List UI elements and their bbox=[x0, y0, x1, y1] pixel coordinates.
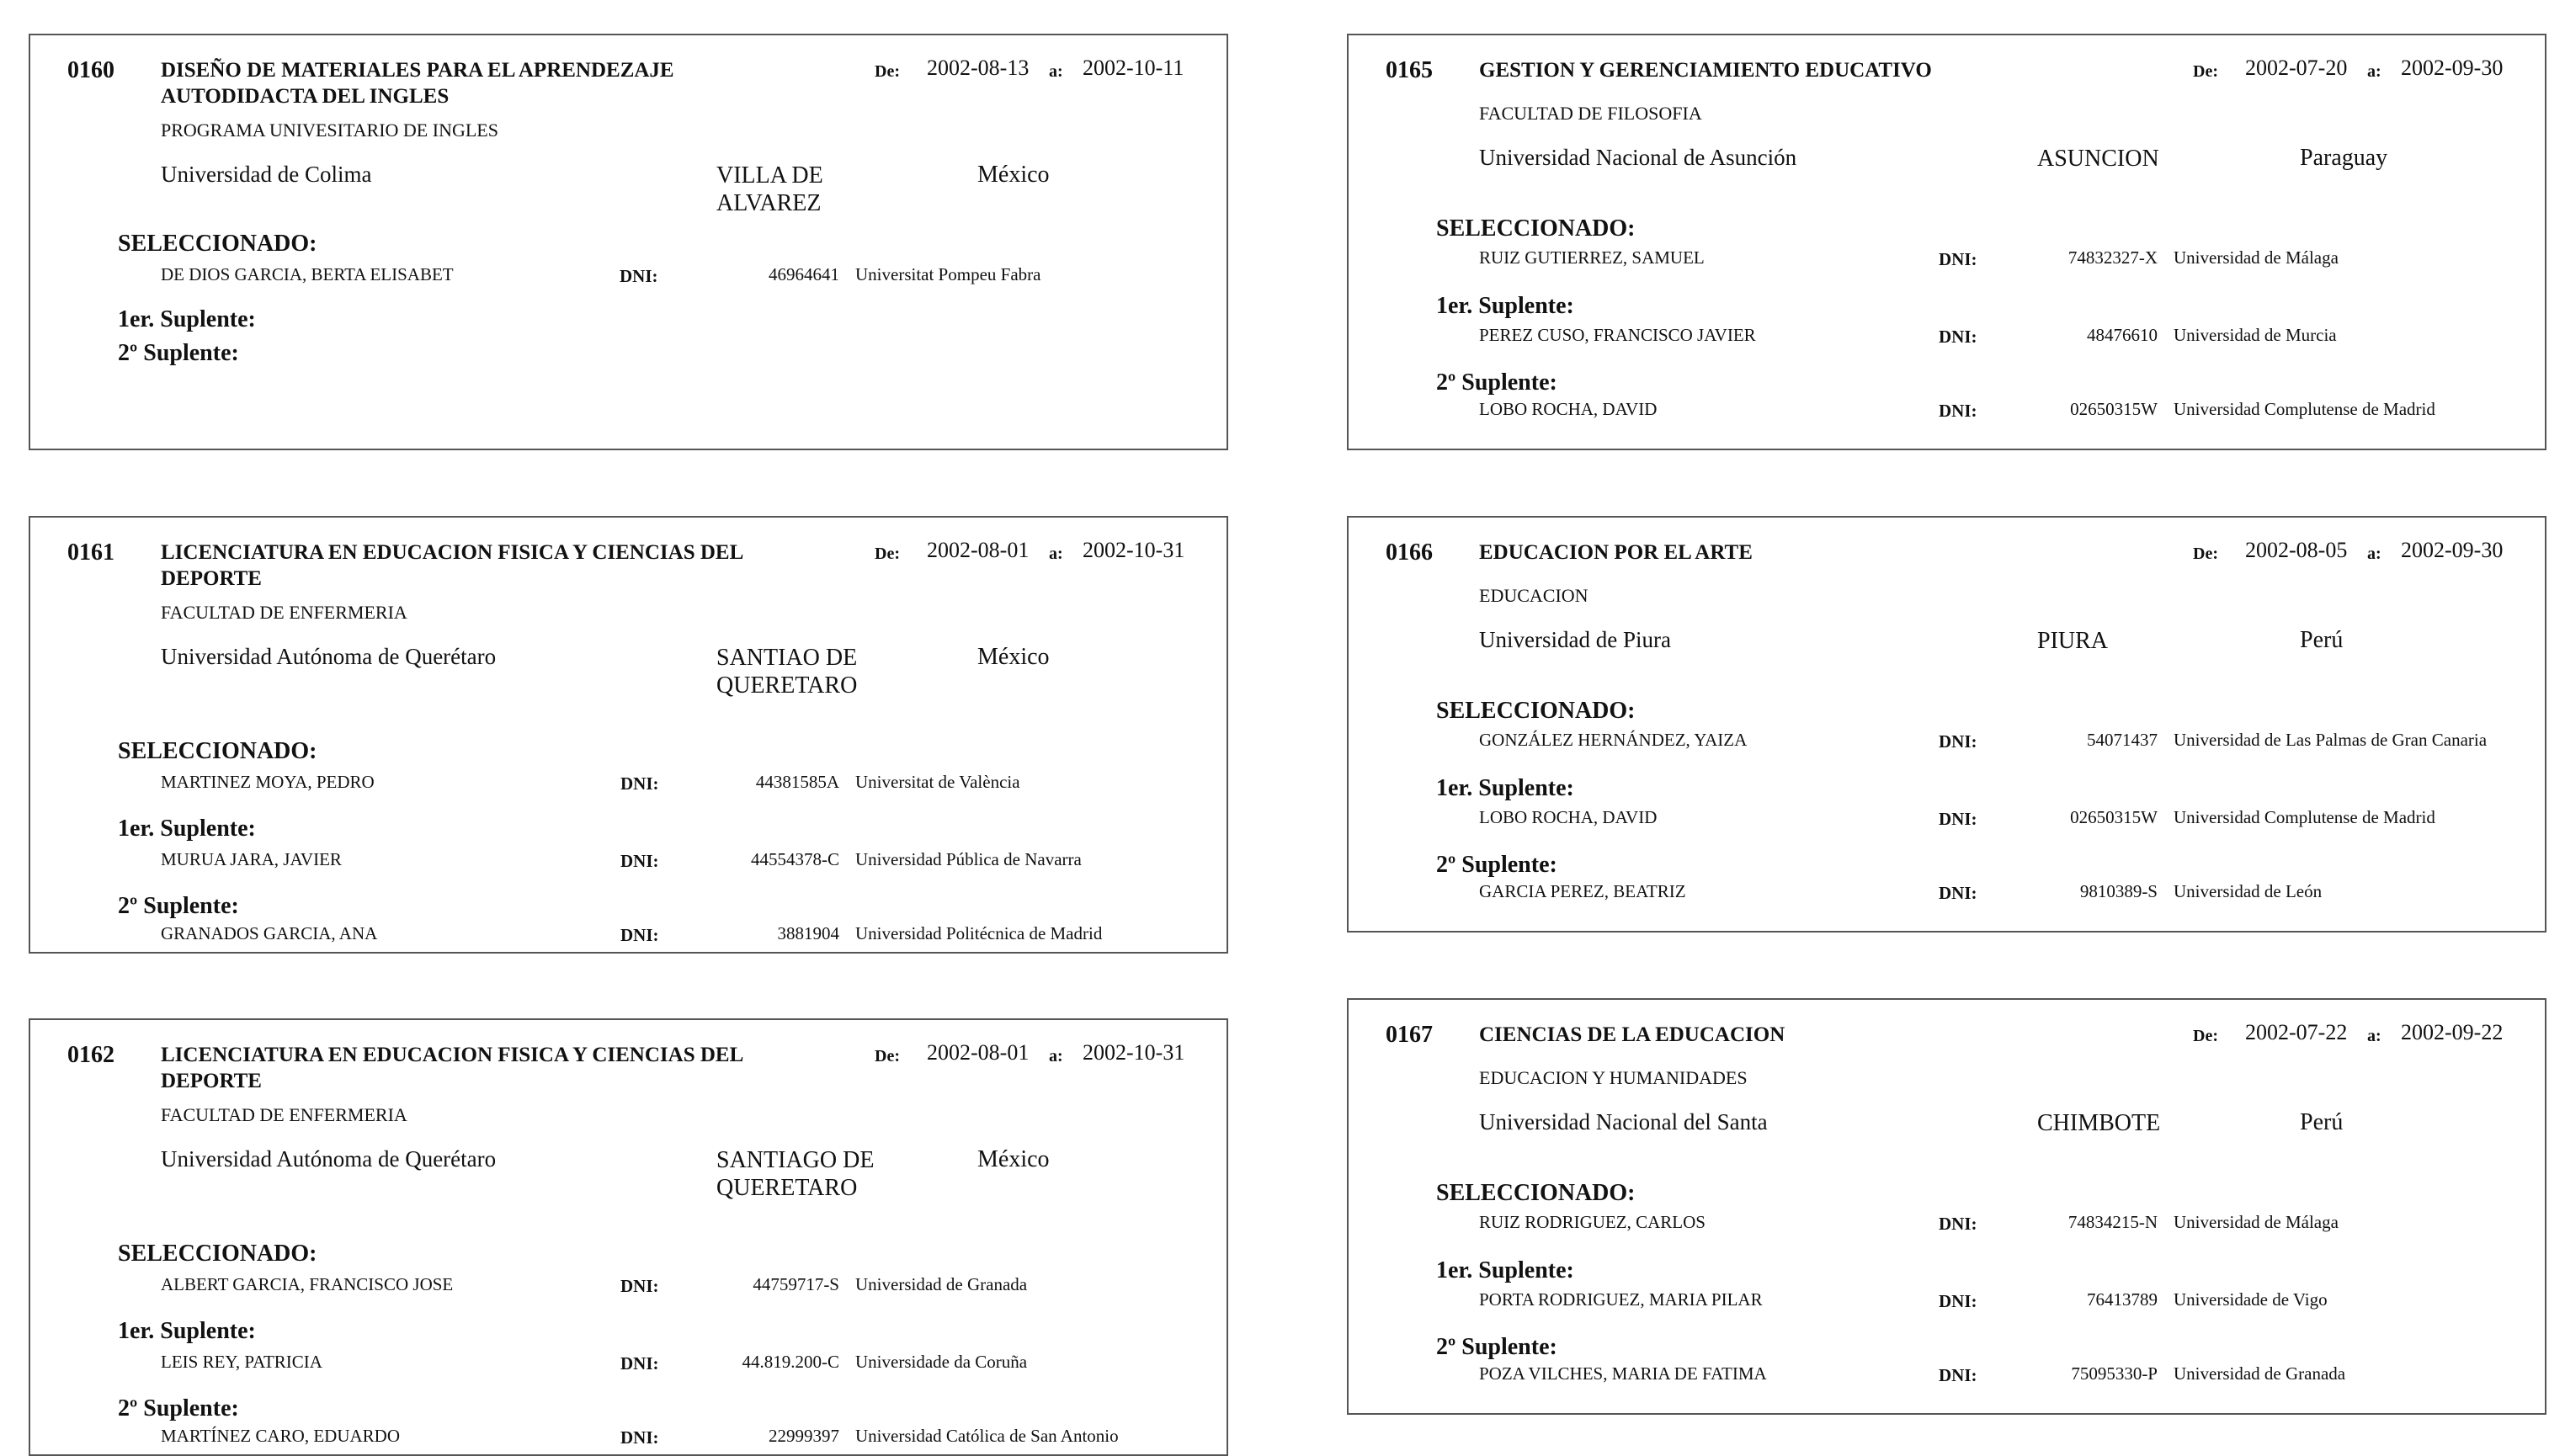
date-from: 2002-08-01 bbox=[927, 1040, 1030, 1065]
city: SANTIAGO DE QUERETARO bbox=[716, 1147, 875, 1201]
program-code: 0161 bbox=[67, 539, 114, 566]
to-label: a: bbox=[1049, 62, 1063, 81]
selected-name: RUIZ GUTIERREZ, SAMUEL bbox=[1479, 247, 1705, 268]
first-substitute-name: PEREZ CUSO, FRANCISCO JAVIER bbox=[1479, 325, 1756, 345]
selected-name: MARTINEZ MOYA, PEDRO bbox=[161, 772, 375, 792]
second-substitute-dni: 02650315W bbox=[2070, 399, 2158, 419]
university: Universidad Nacional del Santa bbox=[1479, 1109, 1768, 1135]
first-substitute-university: Universidad de Murcia bbox=[2174, 325, 2337, 345]
first-substitute-dni: 44.819.200-C bbox=[742, 1352, 839, 1372]
selected-name: ALBERT GARCIA, FRANCISCO JOSE bbox=[161, 1274, 454, 1294]
dni-label: DNI: bbox=[1939, 327, 1977, 347]
university: Universidad Autónoma de Querétaro bbox=[161, 1146, 497, 1172]
from-label: De: bbox=[875, 545, 900, 563]
selected-university: Universitat Pompeu Fabra bbox=[855, 264, 1041, 284]
selected-label: SELECCIONADO: bbox=[118, 231, 317, 257]
program-title: CIENCIAS DE LA EDUCACION bbox=[1479, 1023, 1785, 1046]
second-substitute-name: POZA VILCHES, MARIA DE FATIMA bbox=[1479, 1363, 1767, 1384]
award-card-0161 bbox=[29, 516, 1228, 954]
selected-university: Universidad de Málaga bbox=[2174, 247, 2339, 268]
faculty: FACULTAD DE FILOSOFIA bbox=[1479, 103, 1702, 124]
from-label: De: bbox=[2193, 1027, 2218, 1045]
first-substitute-label: 1er. Suplente: bbox=[118, 306, 256, 332]
country: Paraguay bbox=[2300, 145, 2388, 171]
dni-label: DNI: bbox=[1939, 809, 1977, 829]
award-card-0162 bbox=[29, 1018, 1228, 1456]
selected-dni: 44759717-S bbox=[753, 1274, 839, 1294]
first-substitute-university: Universidade de Vigo bbox=[2174, 1289, 2328, 1310]
dni-label: DNI: bbox=[1939, 401, 1977, 421]
from-label: De: bbox=[2193, 545, 2218, 563]
city: SANTIAO DE QUERETARO bbox=[716, 645, 858, 699]
first-substitute-dni: 48476610 bbox=[2087, 325, 2158, 345]
selected-label: SELECCIONADO: bbox=[1436, 215, 1636, 242]
to-label: a: bbox=[1049, 545, 1063, 563]
second-substitute-dni: 9810389-S bbox=[2079, 881, 2158, 901]
second-substitute-name: GARCIA PEREZ, BEATRIZ bbox=[1479, 881, 1686, 901]
date-to: 2002-10-11 bbox=[1083, 56, 1184, 80]
second-substitute-name: GRANADOS GARCIA, ANA bbox=[161, 923, 378, 943]
country: Perú bbox=[2300, 627, 2344, 653]
dni-label: DNI: bbox=[1939, 1214, 1977, 1234]
second-substitute-university: Universidad de Granada bbox=[2174, 1363, 2346, 1384]
program-code: 0167 bbox=[1386, 1022, 1433, 1048]
country: México bbox=[977, 162, 1050, 188]
second-substitute-label: 2º Suplente: bbox=[1436, 1334, 1557, 1360]
dni-label: DNI: bbox=[1939, 883, 1977, 903]
from-label: De: bbox=[2193, 62, 2218, 81]
first-substitute-name: LOBO ROCHA, DAVID bbox=[1479, 807, 1658, 827]
to-label: a: bbox=[2367, 1027, 2381, 1045]
dni-label: DNI: bbox=[620, 1427, 659, 1448]
dni-label: DNI: bbox=[620, 266, 658, 286]
dni-label: DNI: bbox=[620, 1353, 659, 1374]
faculty: PROGRAMA UNIVESITARIO DE INGLES bbox=[161, 120, 498, 141]
country: México bbox=[977, 644, 1050, 670]
to-label: a: bbox=[2367, 62, 2381, 81]
faculty: FACULTAD DE ENFERMERIA bbox=[161, 602, 407, 623]
faculty: FACULTAD DE ENFERMERIA bbox=[161, 1104, 407, 1125]
from-label: De: bbox=[875, 1047, 900, 1065]
second-substitute-label: 2º Suplente: bbox=[118, 893, 239, 919]
to-label: a: bbox=[2367, 545, 2381, 563]
second-substitute-university: Universidad Católica de San Antonio bbox=[855, 1426, 1119, 1446]
country: México bbox=[977, 1146, 1050, 1172]
selected-label: SELECCIONADO: bbox=[1436, 1180, 1636, 1206]
date-to: 2002-09-22 bbox=[2401, 1020, 2504, 1044]
second-substitute-name: LOBO ROCHA, DAVID bbox=[1479, 399, 1658, 419]
award-card-0167 bbox=[1347, 998, 2546, 1415]
date-from: 2002-08-13 bbox=[927, 56, 1030, 80]
selected-dni: 46964641 bbox=[769, 264, 839, 284]
first-substitute-name: LEIS REY, PATRICIA bbox=[161, 1352, 322, 1372]
program-title: EDUCACION POR EL ARTE bbox=[1479, 541, 1753, 564]
selected-dni: 74832327-X bbox=[2067, 247, 2158, 268]
from-label: De: bbox=[875, 62, 900, 81]
selected-label: SELECCIONADO: bbox=[1436, 698, 1636, 724]
first-substitute-university: Universidad Pública de Navarra bbox=[855, 849, 1082, 869]
date-from: 2002-08-01 bbox=[927, 538, 1030, 562]
second-substitute-label: 2º Suplente: bbox=[1436, 369, 1557, 396]
first-substitute-label: 1er. Suplente: bbox=[1436, 775, 1574, 801]
faculty: EDUCACION bbox=[1479, 585, 1588, 606]
first-substitute-university: Universidad Complutense de Madrid bbox=[2174, 807, 2435, 827]
program-code: 0165 bbox=[1386, 57, 1433, 83]
city: VILLA DE ALVAREZ bbox=[716, 162, 823, 216]
program-code: 0162 bbox=[67, 1042, 114, 1068]
second-substitute-dni: 22999397 bbox=[769, 1426, 839, 1446]
program-title: GESTION Y GERENCIAMIENTO EDUCATIVO bbox=[1479, 59, 1932, 82]
dni-label: DNI: bbox=[1939, 1365, 1977, 1385]
selected-university: Universidad de Granada bbox=[855, 1274, 1028, 1294]
city: CHIMBOTE bbox=[2037, 1110, 2161, 1136]
date-from: 2002-07-20 bbox=[2245, 56, 2348, 80]
second-substitute-name: MARTÍNEZ CARO, EDUARDO bbox=[161, 1426, 400, 1446]
program-title: LICENCIATURA EN EDUCACION FISICA Y CIENCIAS DEL DEPORTE bbox=[161, 1044, 742, 1092]
selected-dni: 44381585A bbox=[755, 772, 839, 792]
program-title: DISEÑO DE MATERIALES PARA EL APRENDEZAJE AUTODIDACTA DEL INGLES bbox=[161, 59, 674, 108]
first-substitute-university: Universidade da Coruña bbox=[855, 1352, 1028, 1372]
first-substitute-name: PORTA RODRIGUEZ, MARIA PILAR bbox=[1479, 1289, 1763, 1310]
selected-name: RUIZ RODRIGUEZ, CARLOS bbox=[1479, 1212, 1706, 1232]
selected-university: Universidad de Málaga bbox=[2174, 1212, 2339, 1232]
dni-label: DNI: bbox=[620, 1276, 659, 1296]
date-from: 2002-07-22 bbox=[2245, 1020, 2348, 1044]
first-substitute-label: 1er. Suplente: bbox=[118, 1318, 256, 1344]
date-from: 2002-08-05 bbox=[2245, 538, 2348, 562]
selected-name: DE DIOS GARCIA, BERTA ELISABET bbox=[161, 264, 454, 284]
award-card-0165 bbox=[1347, 34, 2546, 450]
award-card-0166 bbox=[1347, 516, 2546, 933]
university: Universidad de Piura bbox=[1479, 627, 1671, 652]
country: Perú bbox=[2300, 1109, 2344, 1135]
first-substitute-name: MURUA JARA, JAVIER bbox=[161, 849, 342, 869]
first-substitute-dni: 02650315W bbox=[2070, 807, 2158, 827]
second-substitute-university: Universidad Complutense de Madrid bbox=[2174, 399, 2435, 419]
date-to: 2002-10-31 bbox=[1083, 1040, 1185, 1065]
first-substitute-label: 1er. Suplente: bbox=[118, 816, 256, 842]
program-code: 0166 bbox=[1386, 539, 1433, 566]
first-substitute-dni: 76413789 bbox=[2087, 1289, 2158, 1310]
university: Universidad Autónoma de Querétaro bbox=[161, 644, 497, 669]
second-substitute-label: 2º Suplente: bbox=[118, 340, 239, 366]
university: Universidad Nacional de Asunción bbox=[1479, 145, 1797, 170]
dni-label: DNI: bbox=[620, 925, 659, 945]
second-substitute-label: 2º Suplente: bbox=[118, 1395, 239, 1421]
city: PIURA bbox=[2037, 628, 2109, 654]
faculty: EDUCACION Y HUMANIDADES bbox=[1479, 1067, 1748, 1088]
selected-label: SELECCIONADO: bbox=[118, 738, 317, 764]
to-label: a: bbox=[1049, 1047, 1063, 1065]
date-to: 2002-10-31 bbox=[1083, 538, 1185, 562]
dni-label: DNI: bbox=[620, 851, 659, 871]
second-substitute-dni: 75095330-P bbox=[2071, 1363, 2158, 1384]
selected-dni: 74834215-N bbox=[2067, 1212, 2158, 1232]
first-substitute-label: 1er. Suplente: bbox=[1436, 1257, 1574, 1283]
first-substitute-label: 1er. Suplente: bbox=[1436, 293, 1574, 319]
date-to: 2002-09-30 bbox=[2401, 56, 2504, 80]
selected-label: SELECCIONADO: bbox=[118, 1241, 317, 1267]
selected-dni: 54071437 bbox=[2087, 730, 2158, 750]
second-substitute-university: Universidad Politécnica de Madrid bbox=[855, 923, 1103, 943]
first-substitute-dni: 44554378-C bbox=[751, 849, 839, 869]
selected-university: Universitat de València bbox=[855, 772, 1020, 792]
dni-label: DNI: bbox=[620, 773, 659, 794]
second-substitute-label: 2º Suplente: bbox=[1436, 852, 1557, 878]
date-to: 2002-09-30 bbox=[2401, 538, 2504, 562]
selected-university: Universidad de Las Palmas de Gran Canaria bbox=[2174, 730, 2488, 750]
second-substitute-university: Universidad de León bbox=[2174, 881, 2323, 901]
city: ASUNCION bbox=[2037, 146, 2159, 172]
university: Universidad de Colima bbox=[161, 162, 372, 187]
program-title: LICENCIATURA EN EDUCACION FISICA Y CIENCIAS DEL DEPORTE bbox=[161, 541, 742, 590]
award-card-0160 bbox=[29, 34, 1228, 450]
selected-name: GONZÁLEZ HERNÁNDEZ, YAIZA bbox=[1479, 730, 1748, 750]
dni-label: DNI: bbox=[1939, 249, 1977, 269]
dni-label: DNI: bbox=[1939, 1291, 1977, 1311]
program-code: 0160 bbox=[67, 57, 114, 83]
dni-label: DNI: bbox=[1939, 731, 1977, 752]
second-substitute-dni: 3881904 bbox=[777, 923, 839, 943]
